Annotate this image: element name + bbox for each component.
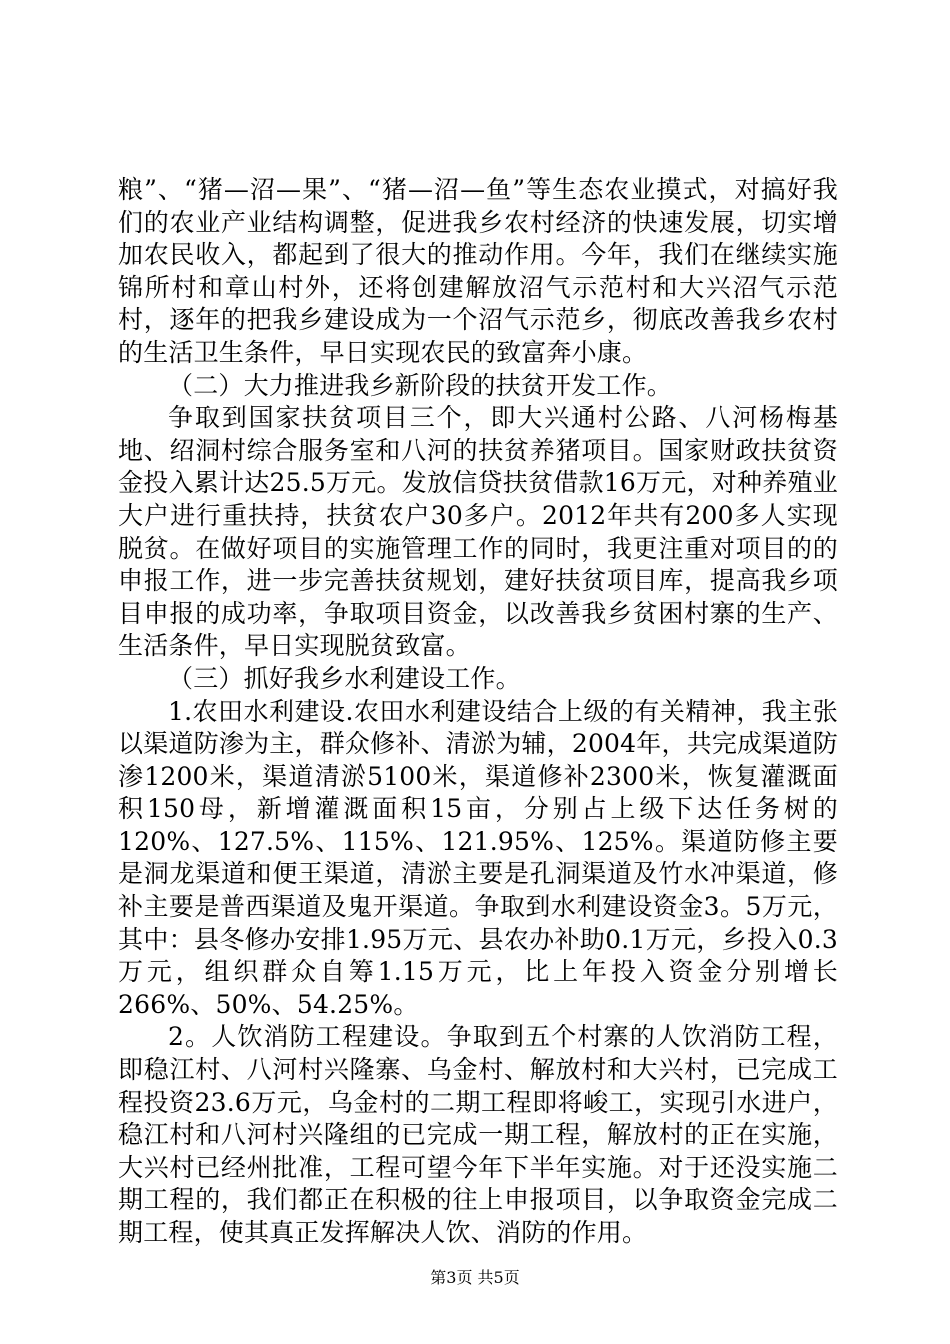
- paragraph-farmland-irrigation: 1.农田水利建设.农田水利建设结合上级的有关精神，我主张以渠道防渗为主，群众修补、清淤为辅，2004年，共完成渠道防渗1200米，渠道清淤5100米，渠道修补2300米，恢复灌溉面积150母，新增灌溉面积15亩，分别占上级下达任务树的120%、127.5%、115%、121.95%、125%。渠道防修主要是洞龙渠道和便王渠道，清淤主要是孔洞渠道及竹水冲渠道，修补主要是普西渠道及鬼开渠道。争取到水利建设资金3。5万元，其中：县冬修办安排1.95万元、县农办补助0.1万元，乡投入0.3万元，组织群众自筹1.15万元，比上年投入资金分别增长266%、50%、54.25%。: [118, 696, 838, 1019]
- paragraph-drinking-water-fire: 2。人饮消防工程建设。争取到五个村寨的人饮消防工程，即稳江村、八河村兴隆寨、乌金村、解放村和大兴村，已完成工程投资23.6万元，乌金村的二期工程即将峻工，实现引水进户，稳江村和八河村兴隆组的已完成一期工程，解放村的正在实施，大兴村已经州批准，工程可望今年下半年实施。对于还没实施二期工程的，我们都正在积极的往上申报项目，以争取资金完成二期工程，使其真正发挥解决人饮、消防的作用。: [118, 1022, 838, 1247]
- paragraph-poverty-projects: 争取到国家扶贫项目三个，即大兴通村公路、八河杨梅基地、绍洞村综合服务室和八河的扶贫养猪项目。国家财政扶贫资金投入累计达25.5万元。发放信贷扶贫借款16万元，对种养殖业大户进行重扶持，扶贫农户30多户。2012年共有200多人实现脱贫。在做好项目的实施管理工作的同时，我更注重对项目的的申报工作，进一步完善扶贫规划，建好扶贫项目库，提高我乡项目申报的成功率，争取项目资金，以改善我乡贫困村寨的生产、生活条件，早日实现脱贫致富。: [118, 403, 838, 661]
- page-number-footer: 第3页 共5页: [430, 1268, 520, 1287]
- heading-poverty-alleviation: （二）大力推进我乡新阶段的扶贫开发工作。: [168, 370, 673, 400]
- paragraph-biogas-continuation: 粮”、“猪—沼—果”、“猪—沼—鱼”等生态农业摸式，对搞好我们的农业产业结构调整，促进我乡农村经济的快速发展，切实增加农民收入，都起到了很大的推动作用。今年，我们在继续实施锦所村和章山村外，还将创建解放沼气示范村和大兴沼气示范村，逐年的把我乡建设成为一个沼气示范乡，彻底改善我乡农村的生活卫生条件，早日实现农民的致富奔小康。: [118, 175, 838, 367]
- heading-water-conservancy: （三）抓好我乡水利建设工作。: [168, 663, 521, 693]
- document-body: [118, 174, 838, 1250]
